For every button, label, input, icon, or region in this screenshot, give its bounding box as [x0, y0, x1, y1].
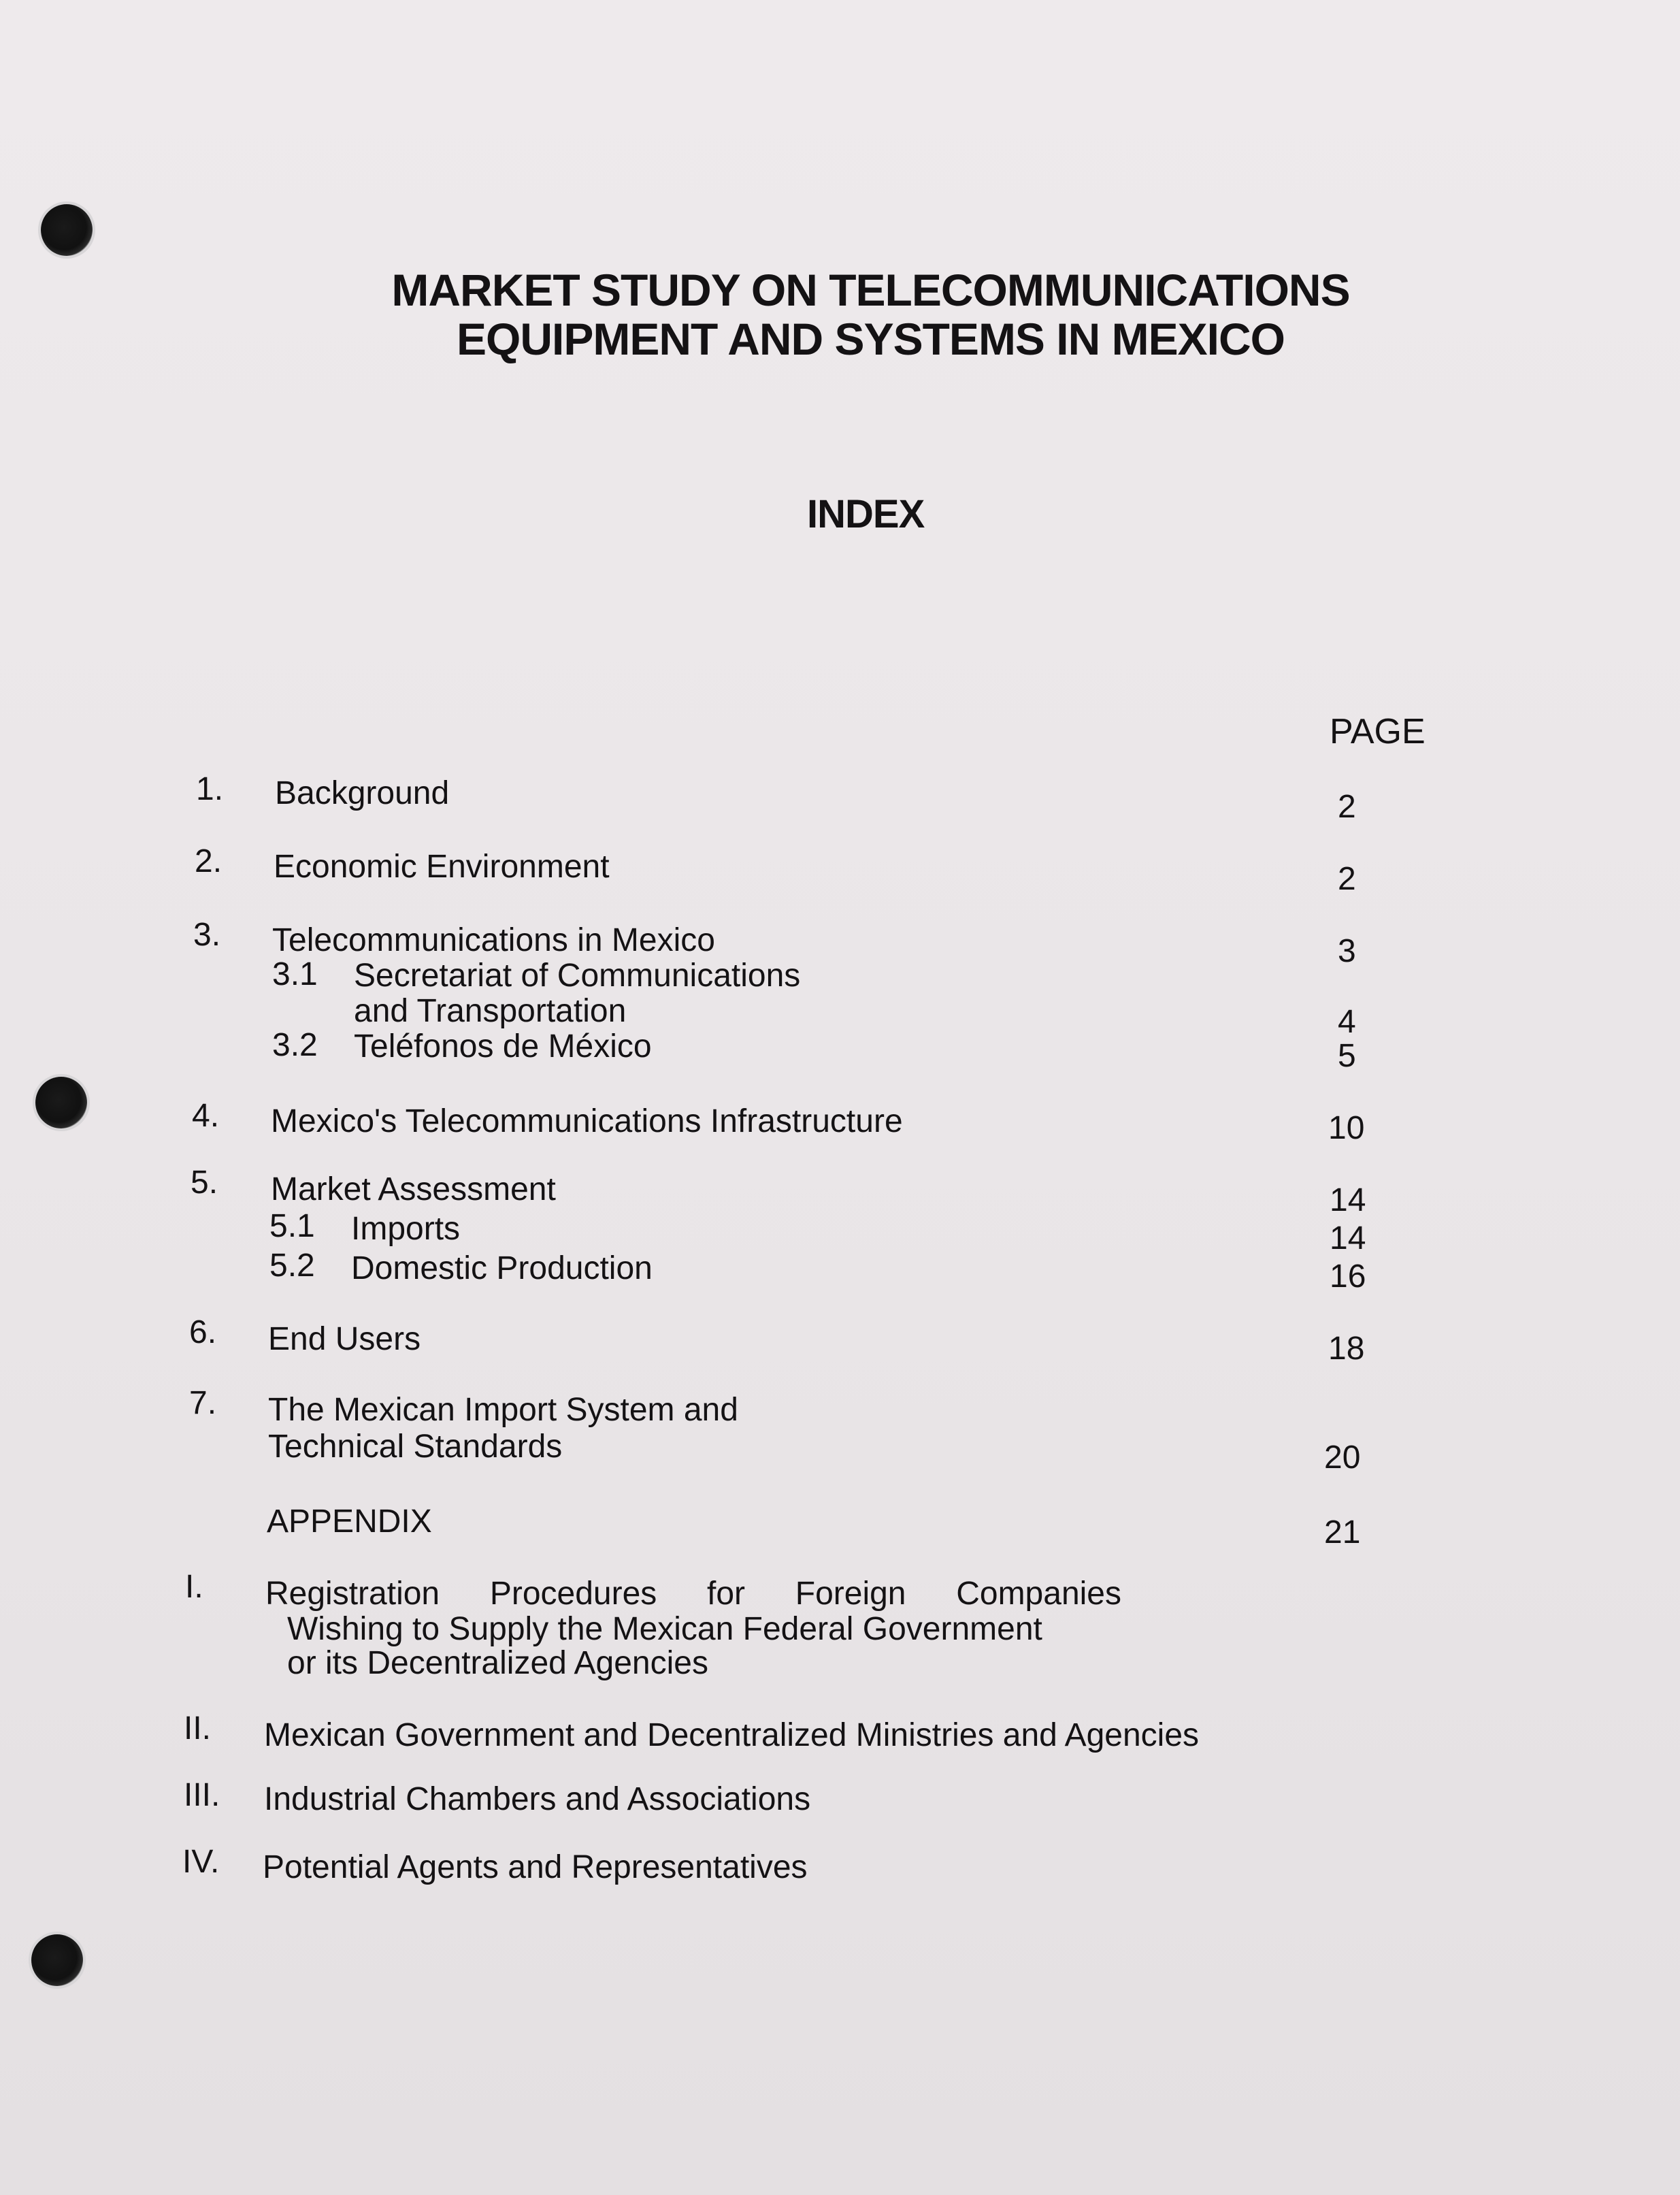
- entry-page: 14: [1330, 1182, 1366, 1218]
- entry-number: 5.2: [269, 1248, 315, 1284]
- entry-number: 5.1: [269, 1208, 315, 1244]
- appendix-page: 21: [1324, 1514, 1361, 1550]
- entry-number: 4.: [192, 1098, 220, 1134]
- entry-label: Imports: [351, 1211, 461, 1247]
- page-column-heading: PAGE: [1330, 712, 1426, 751]
- entry-number: 1.: [196, 771, 224, 807]
- entry-number: 3.2: [272, 1027, 318, 1063]
- entry-label: Economic Environment: [274, 849, 610, 885]
- entry-page: 4: [1338, 1004, 1356, 1040]
- entry-label: Secretariat of Communications: [354, 958, 801, 994]
- appendix-label: Registration Procedures for Foreign Companies: [265, 1576, 1121, 1612]
- entry-label: Domestic Production: [351, 1250, 653, 1286]
- entry-page: 14: [1330, 1220, 1366, 1256]
- punch-hole-middle: [35, 1077, 87, 1128]
- appendix-number: IV.: [182, 1844, 220, 1880]
- entry-number: 3.: [193, 917, 221, 953]
- entry-label: Background: [275, 775, 450, 811]
- entry-label: Telecommunications in Mexico: [272, 922, 715, 958]
- title-line-1: MARKET STUDY ON TELECOMMUNICATIONS: [391, 265, 1350, 315]
- punch-hole-bottom: [31, 1934, 83, 1986]
- entry-page: 10: [1328, 1110, 1365, 1146]
- entry-number: 7.: [189, 1385, 217, 1421]
- entry-label: End Users: [268, 1321, 421, 1357]
- entry-label: Mexico's Telecommunications Infrastructure: [271, 1103, 903, 1139]
- entry-label: The Mexican Import System and: [268, 1392, 738, 1428]
- appendix-label-continued: Wishing to Supply the Mexican Federal Government: [287, 1611, 1042, 1647]
- entry-page: 5: [1338, 1038, 1356, 1074]
- entry-page: 20: [1324, 1440, 1361, 1476]
- appendix-label: Potential Agents and Representatives: [263, 1849, 808, 1885]
- appendix-number: II.: [184, 1710, 212, 1746]
- entry-label-continued: Technical Standards: [268, 1429, 563, 1465]
- entry-page: 16: [1330, 1258, 1366, 1295]
- appendix-number: I.: [185, 1569, 203, 1605]
- punch-hole-top: [41, 204, 93, 256]
- entry-label-continued: and Transportation: [354, 993, 627, 1029]
- entry-page: 3: [1338, 933, 1356, 969]
- entry-label: Market Assessment: [271, 1171, 556, 1207]
- entry-number: 6.: [189, 1314, 217, 1350]
- appendix-label: Mexican Government and Decentralized Ministries and Agencies: [264, 1717, 1200, 1753]
- entry-page: 2: [1338, 861, 1356, 897]
- appendix-label: Industrial Chambers and Associations: [264, 1781, 811, 1817]
- title-line-2: EQUIPMENT AND SYSTEMS IN MEXICO: [456, 314, 1285, 364]
- entry-number: 2.: [195, 843, 223, 879]
- entry-page: 18: [1328, 1331, 1365, 1367]
- appendix-number: III.: [184, 1777, 220, 1813]
- entry-number: 3.1: [272, 956, 318, 992]
- entry-number: 5.: [191, 1165, 218, 1201]
- entry-label: Teléfonos de México: [354, 1028, 652, 1064]
- appendix-label-continued: or its Decentralized Agencies: [287, 1645, 708, 1681]
- appendix-heading: APPENDIX: [267, 1503, 432, 1540]
- entry-page: 2: [1338, 789, 1356, 825]
- document-title: [0, 265, 1680, 363]
- index-heading: INDEX: [807, 492, 925, 536]
